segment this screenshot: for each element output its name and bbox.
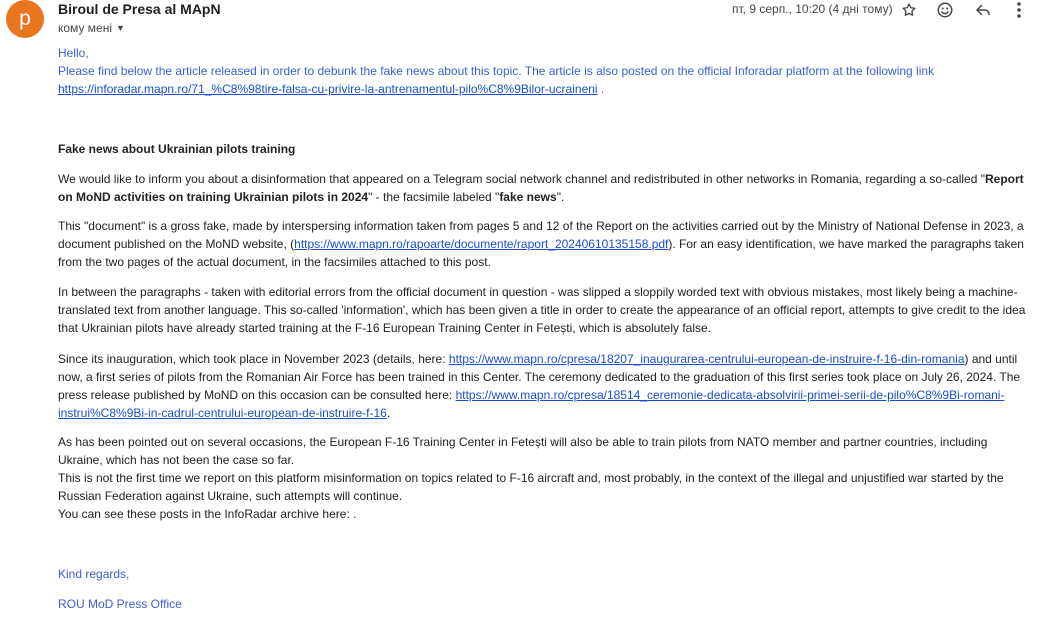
recipient-toggle[interactable] bbox=[58, 21, 125, 35]
ceremony-link[interactable]: https://www.mapn.ro/cpresa/18514_ceremonie-dedicata-absolvirii-primei-serii-de-pilo%C8%9Bi-romani-instrui%C8%9Bi-in-cadrul-centrului-european-de-instruire-f-16 bbox=[58, 388, 1005, 420]
p4-text-a: Since its inauguration, which took place in November 2023 (details, here: bbox=[58, 352, 449, 366]
p1-text-a: We would like to inform you about a disinformation that appeared on a Telegram social network channel and redistributed in other networks in Romania, regarding a so-called " bbox=[58, 172, 985, 186]
reply-icon[interactable] bbox=[972, 0, 994, 20]
article-paragraph-4 bbox=[58, 350, 1028, 422]
p1-bold-report: Report on MoND activities on training Ukrainian pilots in 2024 bbox=[58, 172, 1024, 204]
p4-text-b: ) and until now, a first series of pilots from the Romanian Air Force has been trained in this Center. The ceremony dedicated to the graduation of this first series took place on July 26, 2024. The press release published by MoND on this occasion can be consulted here: bbox=[58, 352, 1021, 402]
article-paragraph-1 bbox=[58, 170, 1028, 206]
p5-line-3: You can see these posts in the InfoRadar archive here: . bbox=[58, 507, 357, 521]
closing: Kind regards, bbox=[58, 567, 130, 581]
intro-text: Please find below the article released in order to debunk the fake news about this topic. The article is also posted on the official Inforadar platform at the following link bbox=[58, 64, 935, 78]
chevron-down-icon[interactable]: ▼ bbox=[116, 23, 125, 33]
sender-avatar[interactable]: p bbox=[6, 0, 44, 38]
article-title: Fake news about Ukrainian pilots training bbox=[58, 142, 296, 156]
p1-text-c: " - the facsimile labeled " bbox=[368, 190, 500, 204]
intro-link-suffix: . bbox=[597, 82, 605, 96]
signature-office: ROU MoD Press Office bbox=[58, 597, 182, 611]
p5-line-2: This is not the first time we report on this platform misinformation on topics related to F-16 aircraft and, most probably, in the context of the illegal and unjustified war started by the Russian Federation against Ukraine, such attempts will continue. bbox=[58, 471, 1004, 503]
star-icon[interactable] bbox=[898, 0, 920, 20]
p5-line-1: As has been pointed out on several occasions, the European F-16 Training Center in Fetești will also be able to train pilots from NATO member and partner countries, including Ukraine, which has not been the case so far. bbox=[58, 435, 988, 467]
p2-text-b: ). For an easy identification, we have marked the paragraphs taken from the two pages of the actual document, in the facsimiles attached to this post. bbox=[58, 237, 1024, 269]
greeting: Hello, bbox=[58, 46, 89, 60]
article-paragraph-3: In between the paragraphs - taken with editorial errors from the official document in question - was slipped a sloppily worded text with obvious mistakes, most likely being a machine-translated text from another language. This so-called 'information', which has been given a title in order to create the appearance of an official report, attempts to give credit to the idea that Ukrainian pilots have already started training at the F-16 European Training Center in Fetești, which is absolutely false. bbox=[58, 285, 1026, 335]
report-pdf-link[interactable]: https://www.mapn.ro/rapoarte/documente/raport_20240610135158.pdf bbox=[294, 237, 669, 251]
article-paragraph-2 bbox=[58, 217, 1028, 271]
intro-paragraph bbox=[58, 62, 1018, 98]
recipient-label: кому мені bbox=[58, 21, 112, 35]
sender-name[interactable]: Biroul de Presa al MApN bbox=[58, 1, 221, 17]
emoji-reaction-icon[interactable] bbox=[934, 0, 956, 20]
more-options-icon[interactable] bbox=[1008, 0, 1030, 20]
p4-text-c: . bbox=[386, 406, 391, 420]
inauguration-link[interactable]: https://www.mapn.ro/cpresa/18207_inaugurarea-centrului-european-de-instruire-f-16-din-romania bbox=[448, 352, 965, 366]
message-date: пт, 9 серп., 10:20 (4 дні тому) bbox=[732, 2, 893, 16]
p2-text-a: This "document" is a gross fake, made by interspersing information taken from pages 5 and 12 of the Report on the activities carried out by the Ministry of National Defense in 2023, a document published on the MoND website, ( bbox=[58, 219, 1024, 251]
p1-text-e: ". bbox=[556, 190, 565, 204]
article-paragraph-5 bbox=[58, 433, 1028, 523]
inforadar-link[interactable]: https://inforadar.mapn.ro/71_%C8%98tire-falsa-cu-privire-la-antrenamentul-pilo%C8%9Bilor-ucraineni bbox=[58, 82, 598, 96]
p1-bold-fake-news: fake news bbox=[499, 190, 557, 204]
